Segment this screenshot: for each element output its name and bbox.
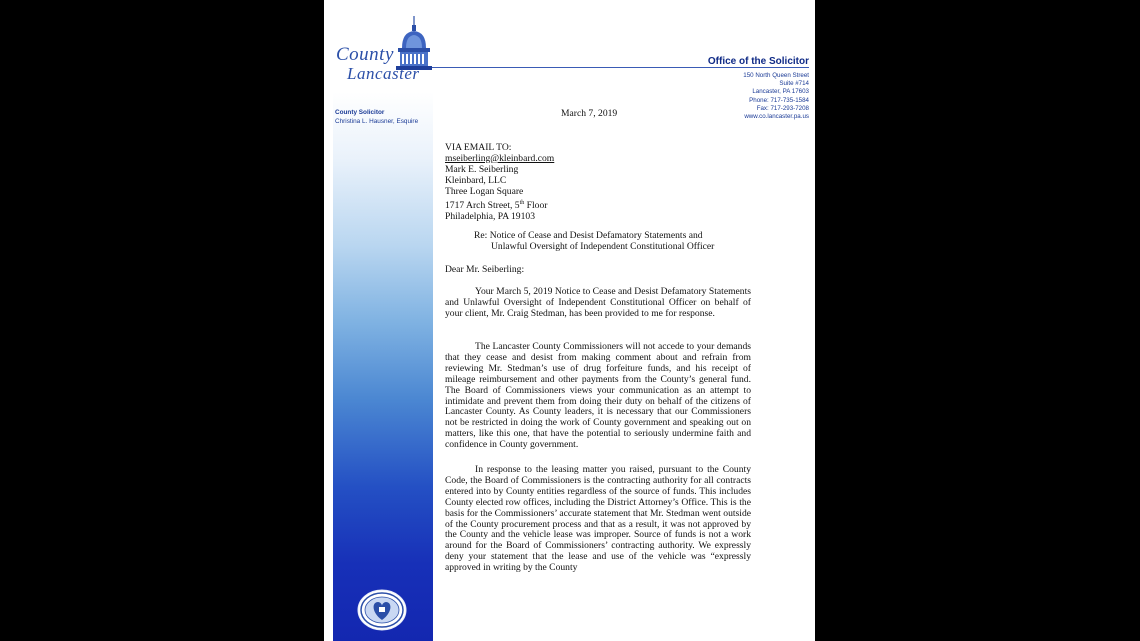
recipient-building: Three Logan Square [445, 185, 524, 197]
office-title: Office of the Solicitor [707, 56, 809, 67]
recipient-city: Philadelphia, PA 19103 [445, 210, 535, 222]
address-line: 150 North Queen Street [743, 72, 809, 79]
address-line: Suite #714 [779, 80, 809, 88]
letter-page [324, 0, 815, 641]
street-floor: Floor [524, 199, 548, 211]
logo-word-county: County [336, 44, 394, 65]
letterhead-sidebar-gradient [333, 92, 433, 641]
re-subject [474, 230, 714, 252]
paragraph-2 [445, 342, 751, 451]
paragraph-3-text: In response to the leasing matter you raised, pursuant to the County Code, the Board of Commissioners is the contracting authority for all contracts entered into by County entities regardless of the source of funds. This includes County elected row offices, including the District Attorney’s Office. This is the basis for the Commissioners’ accurate statement that Mr. Stedman went outside of the County procurement process and that as a result, it was not approved by the County and the vehicle lease was improper. Source of funds is not a work around for the Board of Commissioners’ contracting authority. We expressly deny your statement that the lease and use of the vehicle was “expressly approved in writing by the County [445, 464, 751, 574]
street-text: 1717 Arch Street, 5 [445, 199, 520, 211]
recipient-name: Mark E. Seiberling [445, 163, 519, 175]
paragraph-1 [445, 287, 751, 320]
county-logo [334, 14, 436, 90]
office-address [743, 72, 809, 121]
recipient-block [445, 143, 554, 223]
logo-word-lancaster: Lancaster [347, 64, 420, 83]
recipient-firm: Kleinbard, LLC [445, 174, 507, 186]
county-seal-icon [357, 589, 407, 631]
recipient-email-link[interactable]: mseiberling@kleinbard.com [445, 152, 555, 164]
solicitor-block [335, 108, 418, 126]
address-line: www.co.lancaster.pa.us [744, 113, 809, 121]
address-line: Phone: 717-735-1584 [749, 96, 809, 104]
paragraph-1-text: Your March 5, 2019 Notice to Cease and Desist Defamatory Statements and Unlawful Oversight of Independent Constitutional Officer on behalf of your client, Mr. Craig Stedman, has been provided to me for response. [445, 286, 751, 319]
recipient-street [445, 198, 554, 212]
letter-date: March 7, 2019 [561, 108, 618, 119]
address-line: Lancaster, PA 17603 [752, 88, 809, 96]
re-line-1: Re: Notice of Cease and Desist Defamatory Statements and [474, 230, 703, 241]
via-email-label: VIA EMAIL TO: [445, 142, 512, 153]
re-line-2: Unlawful Oversight of Independent Constitutional Officer [491, 241, 715, 252]
paragraph-3 [445, 465, 751, 574]
solicitor-title: County Solicitor [335, 109, 385, 116]
address-line: Fax: 717-293-7208 [756, 104, 809, 112]
salutation: Dear Mr. Seiberling: [445, 264, 525, 275]
letterhead-divider [432, 67, 809, 68]
paragraph-2-text: The Lancaster County Commissioners will not accede to your demands that they cease and desist from making comment about and refrain from reviewing Mr. Stedman’s use of drug forfeiture funds, and his receipt of mileage reimbursement and other payments from the County’s general fund. The Board of Commissioners views your communication as an attempt to intimidate and prevent them from doing their duty on behalf of the citizens of Lancaster County. As County leaders, it is necessary that our Commissioners not be restricted in doing the work of County government and speaking out on matters, like this one, that have the potential to seriously undermine faith and confidence in County government. [445, 341, 751, 451]
street-ordinal: th [519, 199, 525, 206]
solicitor-name: Christina L. Hausner, Esquire [335, 118, 419, 125]
